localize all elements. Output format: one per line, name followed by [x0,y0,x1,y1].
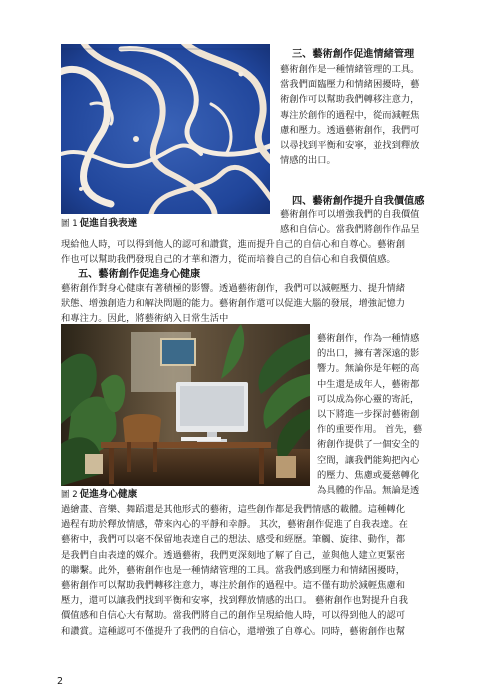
section-3-body [280,62,435,168]
text-line: 藝術中，我們可以毫不保留地表達自己的想法、感受和經歷。筆觸、旋律、動作，都 [61,534,405,546]
text-line: 感和自信心。當我們將創作作品呈 [280,224,420,236]
text-line: 情感的出口。 [280,155,336,167]
text-line: 過繪畫、音樂、舞蹈還是其他形式的藝術，這些創作都是我們情感的載體。這種轉化 [61,504,405,515]
text-line: 價值感和自信心大有幫助。當我們將自己的創作呈現給他人時，可以得到他人的認可 [61,610,405,622]
text-line: 當我們面臨壓力和情緒困擾時，藝 [280,79,420,91]
text-line: 現給他人時，可以得到他人的認可和讚賞，進而提升自己的自信心和自尊心。藝術創 [61,239,405,250]
section-4-heading: 四、藝術創作提升自我價值感 [292,196,425,207]
text-line: 和讚賞。這種認可不僅提升了我們的自信心，還增強了自尊心。同時，藝術創作也幫 [61,625,405,637]
text-line: 空間，讓我們能夠把內心 [317,454,420,466]
text-line: 的壓力、焦慮或憂慈轉化 [317,469,420,481]
text-line: 中生還是成年人，藝術都 [317,378,420,390]
text-line: 的聯繫。此外，藝術創作也是一種情緒管理的工具。當我們感到壓力和情緒困擾時， [61,564,405,576]
section-5-heading: 五、藝術創作促進身心健康 [78,269,201,280]
section-3-heading: 三、藝術創作促進情緒管理 [292,49,415,60]
section-4-full-text [61,237,435,267]
text-line: 藝術創作可以增強我們的自我價值 [280,209,420,220]
figure-1-caption [61,218,137,230]
abstract-swirl-painting [61,44,270,214]
text-line: 可以成為你心靈的寄託， [317,393,420,405]
page-number: 2 [57,676,64,687]
text-line: 過程有助於釋放情感，帶來內心的平靜和幸靜。 其次，藝術創作促進了自我表達。在 [61,519,408,531]
text-line: 藝術創作對身心健康有著積極的影響。透過藝術創作，我們可以減輕壓力、提升情緒 [61,283,405,294]
text-line: 以尋找到平衡和安寧，並找到釋放 [280,139,420,151]
text-line: 作的重要作用。 首先，藝 [317,424,423,436]
text-line: 為具體的作品。無論是透 [317,484,420,496]
text-line: 是我們自由表達的媒介。透過藝術，我們更深刻地了解了自己，並與他人建立更緊密 [61,549,405,561]
text-line: 慮和壓力。透過藝術創作，我們可 [280,124,420,136]
text-line: 響力。無論你是年輕的高 [317,363,420,375]
text-line: 的出口，擁有著深遠的影 [317,348,420,360]
figure-1-image [61,44,270,214]
text-line: 術創作提供了一個安全的 [317,439,420,451]
desk-plants-photo [61,324,310,486]
text-line: 藝術創作可以幫助我們轉移注意力，專注於創作的過程中。這不僅有助於減輕焦慮和 [61,579,405,591]
section-4-side-text [280,207,435,237]
text-line: 作也可以幫助我們發現自己的才華和潛力，從而培養自己的自信心和自我價值感。 [61,254,396,266]
text-line: 藝術創作是一種情緒管理的工具。 [280,64,420,75]
figure-1-number: 圖 1 [61,219,78,229]
figure-2-image [61,324,310,486]
text-line: 以下將進一步探討藝術創 [317,408,420,420]
figure-2-caption-text: 促進身心健康 [79,489,138,500]
text-line: 專注於創作的過程中，從而減輕焦 [280,109,420,121]
section-5-bottom-text [61,502,435,639]
section-5-full-text [61,281,435,327]
figure-1-caption-text: 促進自我表達 [79,218,138,229]
figure-2-number: 圖 2 [61,490,78,500]
figure-2-caption [61,489,137,501]
section-5-side-text [317,331,435,498]
text-line: 藝術創作，作為一種情感 [317,333,420,344]
text-line: 壓力，還可以讓我們找到平衡和安寧，找到釋放情感的出口。 藝術創作也對提升自我 [61,595,408,607]
text-line: 狀態、增強創造力和解決問題的能力。藝術創作還可以促進大腦的發展，增強記憶力 [61,298,405,310]
text-line: 和專注力。因此，將藝術納入日常生活中 [61,313,229,325]
text-line: 術創作可以幫助我們轉移注意力， [280,94,420,106]
